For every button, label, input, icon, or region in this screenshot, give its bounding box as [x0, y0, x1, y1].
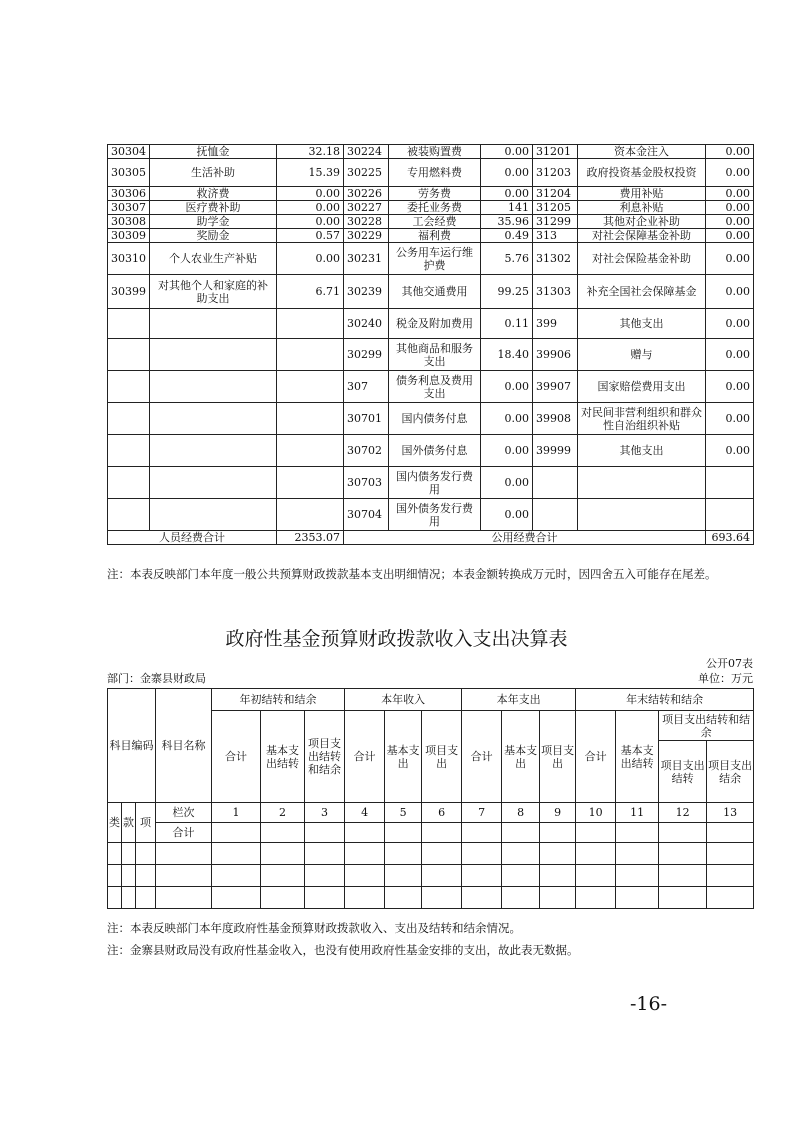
col-num: 3: [305, 803, 345, 823]
header-end: 年末结转和结余: [576, 689, 754, 711]
item-value: 0.00: [277, 187, 344, 201]
item-value: [277, 403, 344, 435]
header-code: 科目编码: [108, 689, 156, 803]
item-name: 税金及附加费用: [389, 309, 481, 339]
item-name: 国家赔偿费用支出: [578, 371, 706, 403]
item-name: 医疗费补助: [150, 201, 277, 215]
header-begin: 年初结转和结余: [212, 689, 345, 711]
item-code: 31203: [533, 159, 578, 187]
empty-row: [108, 843, 754, 865]
item-value: 0.00: [706, 371, 754, 403]
item-name: 国内债务付息: [389, 403, 481, 435]
empty-row: [108, 865, 754, 887]
table-row: [108, 229, 754, 243]
item-name: 其他商品和服务支出: [389, 339, 481, 371]
item-name: 对其他个人和家庭的补助支出: [150, 275, 277, 309]
col-num: 11: [616, 803, 659, 823]
header-end-total: 合计: [576, 711, 616, 803]
item-value: [277, 309, 344, 339]
item-name: [150, 371, 277, 403]
item-code: 30225: [344, 159, 389, 187]
item-value: 5.76: [481, 243, 533, 275]
header-row-1: [108, 689, 754, 711]
header-begin-proj: 项目支出结转和结余: [305, 711, 345, 803]
item-code: [108, 339, 150, 371]
item-value: 0.00: [706, 275, 754, 309]
total-label: 合计: [156, 823, 212, 843]
item-name: [150, 467, 277, 499]
item-code: 30305: [108, 159, 150, 187]
item-code: 313: [533, 229, 578, 243]
item-code: [108, 371, 150, 403]
item-code: [533, 467, 578, 499]
item-value: [706, 467, 754, 499]
table-row: [108, 145, 754, 159]
header-begin-basic: 基本支出结转: [261, 711, 305, 803]
item-value: 0.00: [706, 309, 754, 339]
col-num: 4: [345, 803, 385, 823]
item-value: 0.00: [706, 159, 754, 187]
item-value: 32.18: [277, 145, 344, 159]
note-3: 注：金寨县财政局没有政府性基金收入，也没有使用政府性基金安排的支出，故此表无数据。: [107, 943, 579, 957]
empty-row: [108, 887, 754, 909]
item-code: 31201: [533, 145, 578, 159]
item-value: 0.00: [481, 499, 533, 531]
col-num: 2: [261, 803, 305, 823]
item-name: 被装购置费: [389, 145, 481, 159]
column-index-label: 栏次: [156, 803, 212, 823]
col-num: 8: [502, 803, 540, 823]
item-name: 生活补助: [150, 159, 277, 187]
item-code: 39908: [533, 403, 578, 435]
col-num: 1: [212, 803, 261, 823]
page-number: -16-: [630, 993, 668, 1015]
header-end-proj: 项目支出结转和结余: [659, 711, 754, 741]
item-name: 国内债务发行费用: [389, 467, 481, 499]
header-lei: 类: [108, 803, 122, 843]
table-row: [108, 215, 754, 229]
item-name: 公务用车运行维护费: [389, 243, 481, 275]
item-value: 0.11: [481, 309, 533, 339]
item-name: [150, 339, 277, 371]
item-value: [277, 467, 344, 499]
item-value: 0.00: [277, 201, 344, 215]
header-end-proj-balance: 项目支出结余: [707, 741, 754, 803]
gov-fund-table: [107, 688, 754, 909]
totals-row: [108, 531, 754, 545]
item-value: 0.00: [481, 467, 533, 499]
item-name: 对社会保障基金补助: [578, 229, 706, 243]
item-name: 个人农业生产补贴: [150, 243, 277, 275]
item-value: [277, 499, 344, 531]
item-code: 31205: [533, 201, 578, 215]
item-code: 31302: [533, 243, 578, 275]
header-end-basic: 基本支出结转: [616, 711, 659, 803]
item-name: [150, 309, 277, 339]
item-value: 0.00: [706, 145, 754, 159]
item-code: 39999: [533, 435, 578, 467]
item-code: 30307: [108, 201, 150, 215]
table-row: [108, 275, 754, 309]
item-code: 307: [344, 371, 389, 403]
item-value: [706, 499, 754, 531]
item-code: 39907: [533, 371, 578, 403]
item-code: 30306: [108, 187, 150, 201]
item-name: 其他支出: [578, 435, 706, 467]
item-value: 0.00: [277, 215, 344, 229]
item-code: 30310: [108, 243, 150, 275]
table-title: 政府性基金预算财政拨款收入支出决算表: [225, 628, 568, 650]
item-name: 专用燃料费: [389, 159, 481, 187]
item-code: 30231: [344, 243, 389, 275]
item-name: [150, 435, 277, 467]
item-value: 0.49: [481, 229, 533, 243]
table-row: [108, 339, 754, 371]
item-name: 对民间非营利组织和群众性自治组织补贴: [578, 403, 706, 435]
item-value: 0.00: [481, 145, 533, 159]
item-code: 30704: [344, 499, 389, 531]
item-name: 奖励金: [150, 229, 277, 243]
table-row: [108, 499, 754, 531]
note-2: 注：本表反映部门本年度政府性基金预算财政拨款收入、支出及结转和结余情况。: [107, 921, 521, 935]
item-name: 资本金注入: [578, 145, 706, 159]
item-value: 0.00: [481, 371, 533, 403]
header-kuan: 款: [122, 803, 136, 843]
item-code: [108, 435, 150, 467]
table-row: [108, 467, 754, 499]
item-name: [150, 403, 277, 435]
item-code: [108, 309, 150, 339]
item-code: 30239: [344, 275, 389, 309]
item-value: 0.00: [481, 187, 533, 201]
table-row: [108, 403, 754, 435]
item-code: 30308: [108, 215, 150, 229]
header-expend: 本年支出: [462, 689, 576, 711]
header-name: 科目名称: [156, 689, 212, 803]
item-value: 0.00: [706, 243, 754, 275]
item-value: 0.00: [706, 201, 754, 215]
col-num: 13: [707, 803, 754, 823]
item-value: 0.00: [706, 403, 754, 435]
item-value: 141: [481, 201, 533, 215]
item-code: 30702: [344, 435, 389, 467]
table-row: [108, 435, 754, 467]
item-name: 福利费: [389, 229, 481, 243]
item-name: 其他支出: [578, 309, 706, 339]
item-code: [108, 499, 150, 531]
col-num: 12: [659, 803, 707, 823]
item-code: 30703: [344, 467, 389, 499]
table-row: [108, 243, 754, 275]
col-num: 9: [540, 803, 576, 823]
item-value: 0.00: [706, 215, 754, 229]
header-income-proj: 项目支出: [422, 711, 462, 803]
form-number: 公开07表: [706, 657, 753, 670]
item-code: 30701: [344, 403, 389, 435]
header-expend-proj: 项目支出: [540, 711, 576, 803]
item-code: 30309: [108, 229, 150, 243]
item-code: [533, 499, 578, 531]
item-value: 0.00: [481, 159, 533, 187]
header-xiang: 项: [136, 803, 156, 843]
table-row: [108, 187, 754, 201]
item-value: 0.00: [706, 229, 754, 243]
col-num: 7: [462, 803, 502, 823]
item-value: 18.40: [481, 339, 533, 371]
item-name: 工会经费: [389, 215, 481, 229]
item-name: 补充全国社会保障基金: [578, 275, 706, 309]
header-begin-total: 合计: [212, 711, 261, 803]
col-num: 6: [422, 803, 462, 823]
total-personnel-label: 人员经费合计: [108, 531, 277, 545]
item-code: 30240: [344, 309, 389, 339]
item-code: 30227: [344, 201, 389, 215]
item-value: 0.00: [706, 339, 754, 371]
department-label: 部门：金寨县财政局: [107, 672, 206, 685]
header-income-total: 合计: [345, 711, 385, 803]
item-value: 0.00: [481, 435, 533, 467]
col-num: 5: [385, 803, 422, 823]
item-value: 35.96: [481, 215, 533, 229]
item-code: 30399: [108, 275, 150, 309]
item-value: 99.25: [481, 275, 533, 309]
item-name: 其他对企业补助: [578, 215, 706, 229]
col-num: 10: [576, 803, 616, 823]
item-name: 政府投资基金股权投资: [578, 159, 706, 187]
item-name: 救济费: [150, 187, 277, 201]
item-name: 劳务费: [389, 187, 481, 201]
item-name: 国外债务发行费用: [389, 499, 481, 531]
item-value: 0.57: [277, 229, 344, 243]
item-name: [150, 499, 277, 531]
table-row: [108, 309, 754, 339]
header-income: 本年收入: [345, 689, 462, 711]
item-name: 利息补贴: [578, 201, 706, 215]
total-public-value: 693.64: [706, 531, 754, 545]
basic-expenditure-table: [107, 144, 754, 545]
item-value: 6.71: [277, 275, 344, 309]
item-code: 31299: [533, 215, 578, 229]
header-expend-basic: 基本支出: [502, 711, 540, 803]
item-code: 30224: [344, 145, 389, 159]
column-number-row: [108, 803, 754, 823]
item-name: 委托业务费: [389, 201, 481, 215]
item-code: 399: [533, 309, 578, 339]
total-personnel-value: 2353.07: [277, 531, 344, 545]
item-name: 赠与: [578, 339, 706, 371]
item-name: 债务利息及费用支出: [389, 371, 481, 403]
item-code: 31204: [533, 187, 578, 201]
total-row: [108, 823, 754, 843]
item-name: 抚恤金: [150, 145, 277, 159]
item-code: 30229: [344, 229, 389, 243]
header-expend-total: 合计: [462, 711, 502, 803]
table-row: [108, 201, 754, 215]
item-name: [578, 467, 706, 499]
item-name: [578, 499, 706, 531]
total-public-label: 公用经费合计: [344, 531, 706, 545]
item-value: 0.00: [706, 435, 754, 467]
item-code: 30228: [344, 215, 389, 229]
item-value: 0.00: [481, 403, 533, 435]
item-value: 0.00: [706, 187, 754, 201]
item-code: 31303: [533, 275, 578, 309]
item-value: [277, 371, 344, 403]
header-end-proj-carry: 项目支出结转: [659, 741, 707, 803]
header-income-basic: 基本支出: [385, 711, 422, 803]
item-code: [108, 467, 150, 499]
item-code: 30226: [344, 187, 389, 201]
item-name: 其他交通费用: [389, 275, 481, 309]
table-row: [108, 159, 754, 187]
item-value: 0.00: [277, 243, 344, 275]
item-value: [277, 435, 344, 467]
item-value: 15.39: [277, 159, 344, 187]
item-value: [277, 339, 344, 371]
table-body: [108, 145, 754, 531]
unit-label: 单位：万元: [698, 672, 753, 685]
item-code: 30304: [108, 145, 150, 159]
item-code: 30299: [344, 339, 389, 371]
item-name: 国外债务付息: [389, 435, 481, 467]
item-code: 39906: [533, 339, 578, 371]
table-row: [108, 371, 754, 403]
item-name: 助学金: [150, 215, 277, 229]
item-code: [108, 403, 150, 435]
item-name: 对社会保险基金补助: [578, 243, 706, 275]
item-name: 费用补贴: [578, 187, 706, 201]
note-1: 注：本表反映部门本年度一般公共预算财政拨款基本支出明细情况；本表金额转换成万元时，因四舍五入可能存在尾差。: [107, 567, 717, 581]
